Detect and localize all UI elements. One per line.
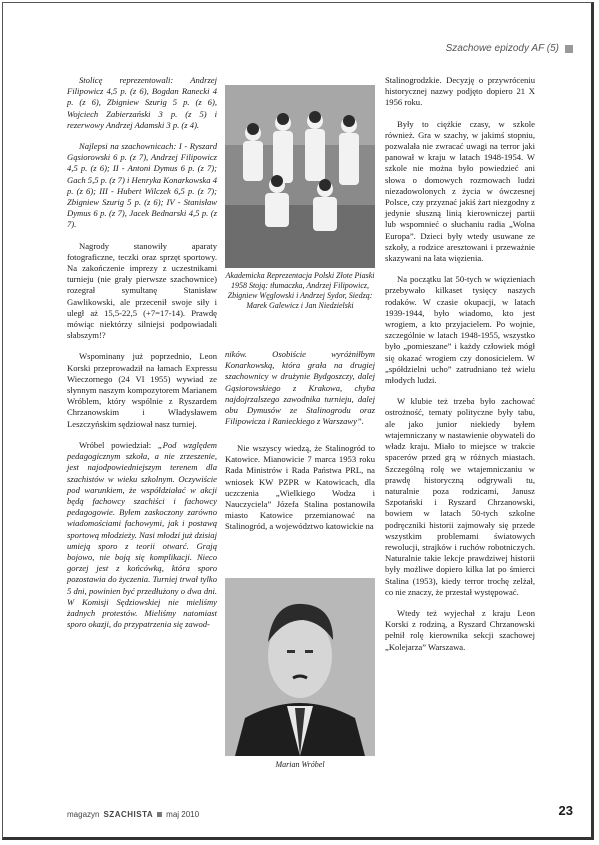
footer-brand: SZACHISTA [103,810,154,819]
page-number: 23 [558,803,573,818]
paragraph: ników. Osobiście wyróżniłbym Konarkowską, która grała na drugiej szachownicy w drużynie Bydgoszczy, dalej Gąsiorowskiego z Krakowa, chyba najdojrzalszego zawodnika turnieju, dalej obu Dymusów ze Stalinogrodu oraz Filipowicza i Ranieckiego z Warszawy”. [225,349,375,427]
column-2-text [225,349,375,437]
page [2,2,594,840]
header-title: Szachowe epizody AF (5) [445,43,559,54]
team-photo-image [225,85,375,268]
column-2-text-2 [225,443,375,543]
photo-caption: Akademicka Reprezentacja Polski Złote Piaski 1958 Stoją: tłumaczka, Andrzej Filipowicz, Zbigniew Węglowski i Andrzej Sydor, Siedzą: Marek Galewicz i Jan Niedzielski [225,271,375,310]
paragraph: Były to ciężkie czasy, w szkole również. Gra w szachy, w jakimś stopniu, pozwalała nie zwracać uwagi na terror jaki panował w kraju w latach 1948-1954. W szkole nie można było powiedzieć ani słowa o domowych rozmowach ludzi niezadowolonych z życia w ówczesnej Polsce, czy przyznać jakiś żart niezgodny z jedynie słuszną linią kierowniczej partii lub wspomnieć o słuchaniu radia „Wolna Europa”. Dzieci były wtedy usuwane ze szkoły, a rodzice aresztowani i przeważnie skazywani na lata więzienia. [385,118,535,264]
portrait-caption: Marian Wróbel [275,760,325,769]
running-header [446,43,573,54]
team-photo [225,85,375,268]
paragraph: W klubie też trzeba było zachować ostrożność, tematy polityczne były tabu, ale jako junior niekiedy byłem wtajemniczany w nastawienie obywateli do władz kraju. Miało to miejsce w trakcie spacerów przed grą w różnych miastach. Szczególną rolę we wtajemniczaniu w prawdę historyczną odgrywali tu, naturalnie poza rodzicami, Janusz Szpotański i Ryszard Chrzanowski, bowiem w latach 50-tych szkolne podręczniki historii zajmowały się przede wszystkim problemami światowych rewolucji, strajków i ruchów robotniczych. Naturalnie takie lekcje prawdziwej historii były możliwe dopiero kilka lat po śmierci Stalina (1953), kiedy terror trochę zelżał, co nie znaczy, że przestał występować. [385,396,535,597]
column-3 [385,75,535,663]
footer-magazine: magazyn [67,810,100,819]
paragraph: Najlepsi na szachownicach: I - Ryszard Gąsiorowski 6 p. (z 7), Andrzej Filipowicz 4,5 p. (z 6); II - Antoni Dymus 6 p. (z 7); Gach 5,5 p. (z 7) i Henryka Konarkowska 4 p. (z 6); III - Hubert Wilczek 6,5 p. (z 7); Zbigniew Szurig 5 p. (z 6); IV - Stanisław Dymus 6 p. (z 7), Jacek Bednarski 4,5 p. (z 7). [67,141,217,230]
square-icon [565,45,573,53]
footer-issue: maj 2010 [166,810,200,819]
quote-text: „Pod względem pedagogicznym szkoła, a nie zrzeszenie, jest najodpowiedniejszym terenem dla szachistów w wieku szkolnym. Oczywiście pod warunkiem, że współdziałać w akcji będą fachowcy szachiści i fachowcy pedagogowie. Byłem zaskoczony zarówno wiadomościami fachowymi, jak i postawą sportową młodzieży. Nasi młodzi już dzisiaj umieją sporo z teorii otwarć. Grają bojowo, nie boją się komplikacji. Nieco gorzej jest z końcówką, która sporo pozostawia do życzenia. Turniej trwał tylko 5 dni, powinien być przedłużony o dwa dni. W Komisji Sędziowskiej nie mieliśmy żadnych protestów. Mieliśmy natomiast sporo okazji, do przypatrzenia się zawod- [67,439,217,630]
paragraph: Nagrody stanowiły aparaty fotograficzne, teczki oraz sprzęt sportowy. Na zakończenie imprezy z uczestnikami turnieju (nie grały pierwsze szachownice) rozegrał symultanę Stanisław Gawlikowski, ale przecenił swoje siły i uległ aż 15,5-22,5 (+7=17-14). Prawdę mówiąc niektórzy silniejsi podpowiadali słabszym!? [67,240,217,341]
paragraph: Wtedy też wyjechał z kraju Leon Korski z rodziną, a Ryszard Chrzanowski pełnił rolę kierownika sekcji szachowej „Kolejarza” Warszawa. [385,607,535,652]
portrait-image [225,578,375,756]
paragraph: Na początku lat 50-tych w więzieniach przebywało kilkaset tysięcy naszych rodaków. W czasie okupacji, w latach 1939-1944, było wiadomo, kto jest wrogiem, a kto przyjacielem. Po wojnie, szczególnie w latach 1948-1955, wszystko było „pomieszane” i każdy człowiek mógł się okazać wrogiem czy donosicielem. W „spółdzielni ucho” zatrudniano też wielu młodych ludzi. [385,274,535,386]
column-1 [67,75,217,640]
footer [67,810,199,819]
paragraph: Stalinogrodzkie. Decyzję o przywróceniu historycznej nazwy podjęto dopiero 21 X 1956 roku. [385,75,535,108]
paragraph: Wspominany już poprzednio, Leon Korski przeprowadził na łamach Expressu Wieczornego (24 VI 1955) wywiad ze słynnym naszym kompozytorem Marianem Wróblem, który wspólnie z Ryszardem Chrzanowskim i Władysławem Leszczyńskim sędziował nasz turniej. [67,351,217,429]
paragraph: Stolicę reprezentowali: Andrzej Filipowicz 4,5 p. (z 6), Bogdan Ranecki 4 p. (z 6), Zbigniew Szurig 5 p. (z 6), Wojciech Zabierzański 3 p. (z 5) i rezerwowy Andrzej Adamski 3 p. (z 4). [67,75,217,130]
square-icon [157,812,162,817]
portrait-photo [225,578,375,756]
paragraph: Nie wszyscy wiedzą, że Stalinogród to Katowice. Mianowicie 7 marca 1953 roku Rada Ministrów i Rada Państwa PRL, na wniosek KW PZPR w Katowicach, dla uczczenia „Wielkiego Wodza i Nauczyciela” Józefa Stalina postanowiła miasto Katowice przemianować na Stalinogród, a województwo katowickie na [225,443,375,532]
quote-intro: Wróbel powiedział: [79,439,158,450]
paragraph [67,440,217,630]
